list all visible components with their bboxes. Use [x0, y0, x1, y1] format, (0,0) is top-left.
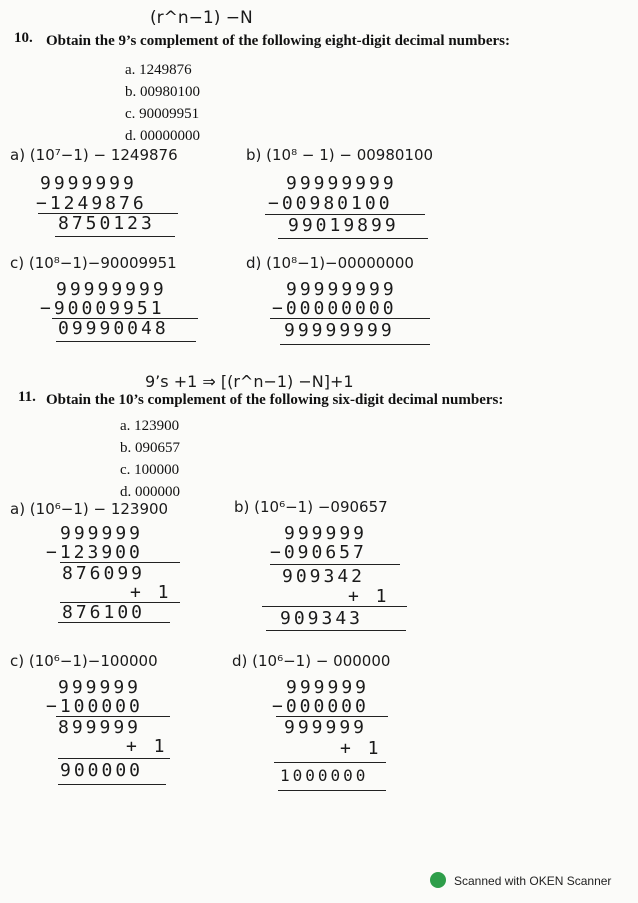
q11-option-c: c. 100000	[120, 462, 180, 478]
q11a-rule-bottom	[58, 622, 170, 623]
q10c-row2: −90009951	[40, 298, 165, 319]
q11-title: Obtain the 10’s complement of the following six-digit decimal numbers:	[46, 392, 504, 408]
q11b-rule-2	[262, 606, 407, 607]
q10b-rule-bottom	[278, 238, 428, 239]
q11b-row1: 999999	[284, 523, 368, 544]
q11b-rule-bottom	[266, 630, 406, 631]
q11c-row3: 899999	[58, 717, 142, 738]
q11a-row3: 876099	[62, 563, 146, 584]
q11d-result: 1000000	[280, 766, 369, 785]
q11b-row4: + 1	[348, 586, 390, 607]
scanner-footer	[430, 872, 611, 888]
q10-option-b: b. 00980100	[125, 84, 200, 100]
q11c-row4: + 1	[126, 736, 168, 757]
q10c-heading: c) (10⁸−1)−90009951	[10, 254, 177, 272]
q10c-result: 09990048	[58, 318, 169, 339]
q11a-row4: + 1	[130, 582, 172, 603]
q11d-row1: 999999	[286, 677, 370, 698]
q11d-row4: + 1	[340, 738, 382, 759]
q11b-rule	[270, 564, 400, 565]
q10b-row2: −00980100	[268, 193, 393, 214]
q11c-row1: 999999	[58, 677, 142, 698]
q11b-row2: −090657	[270, 542, 367, 563]
q11-option-d: d. 000000	[120, 484, 180, 500]
q11a-row2: −123900	[46, 542, 143, 563]
q11c-rule-bottom	[58, 784, 166, 785]
q11-number: 11.	[18, 389, 36, 405]
q11b-row3: 909342	[282, 566, 366, 587]
q10c-row1: 99999999	[56, 279, 167, 300]
q10d-rule-bottom	[280, 344, 430, 345]
q10a-result: 8750123	[58, 213, 155, 234]
q10b-row1: 99999999	[286, 173, 397, 194]
q10d-heading: d) (10⁸−1)−00000000	[246, 254, 414, 272]
q10b-result: 99019899	[288, 215, 399, 236]
q10d-rule	[270, 318, 430, 319]
q11d-row3: 999999	[284, 717, 368, 738]
q10a-row1: 9999999	[40, 173, 137, 194]
q10c-rule-bottom	[56, 341, 196, 342]
scanner-logo-icon	[430, 872, 446, 888]
q11c-row2: −100000	[46, 696, 143, 717]
q10a-rule-bottom	[55, 236, 175, 237]
q10a-heading: a) (10⁷−1) − 1249876	[10, 146, 178, 164]
q11d-rule-bottom	[278, 790, 386, 791]
q11d-heading: d) (10⁶−1) − 000000	[232, 652, 391, 670]
q11-option-a: a. 123900	[120, 418, 180, 434]
q10a-row2: −1249876	[36, 193, 147, 214]
q11a-heading: a) (10⁶−1) − 123900	[10, 500, 169, 518]
q10-annotation: (r^n−1) −N	[150, 8, 253, 28]
q11c-rule-2	[58, 758, 170, 759]
q11c-heading: c) (10⁶−1)−100000	[10, 652, 158, 670]
q10-option-c: c. 90009951	[125, 106, 200, 122]
footer-text: Scanned with OKEN Scanner	[454, 874, 612, 888]
q11a-result: 876100	[62, 602, 146, 623]
q10-number: 10.	[14, 30, 33, 46]
q10d-row2: −00000000	[272, 298, 397, 319]
q10-title: Obtain the 9’s complement of the following eight-digit decimal numbers:	[46, 33, 510, 49]
q10d-result: 99999999	[284, 320, 395, 341]
q11d-row2: −000000	[272, 696, 369, 717]
q11-annotation: 9’s +1 ⇒ [(r^n−1) −N]+1	[145, 372, 354, 391]
q10-option-d: d. 00000000	[125, 128, 200, 144]
q10d-row1: 99999999	[286, 279, 397, 300]
q11d-rule-2	[274, 762, 386, 763]
q11c-result: 900000	[60, 760, 144, 781]
q11-option-b: b. 090657	[120, 440, 180, 456]
q10b-heading: b) (10⁸ − 1) − 00980100	[246, 146, 434, 164]
q11b-result: 909343	[280, 608, 364, 629]
q11b-heading: b) (10⁶−1) −090657	[234, 498, 388, 516]
q10-option-a: a. 1249876	[125, 62, 192, 78]
q11a-row1: 999999	[60, 523, 144, 544]
